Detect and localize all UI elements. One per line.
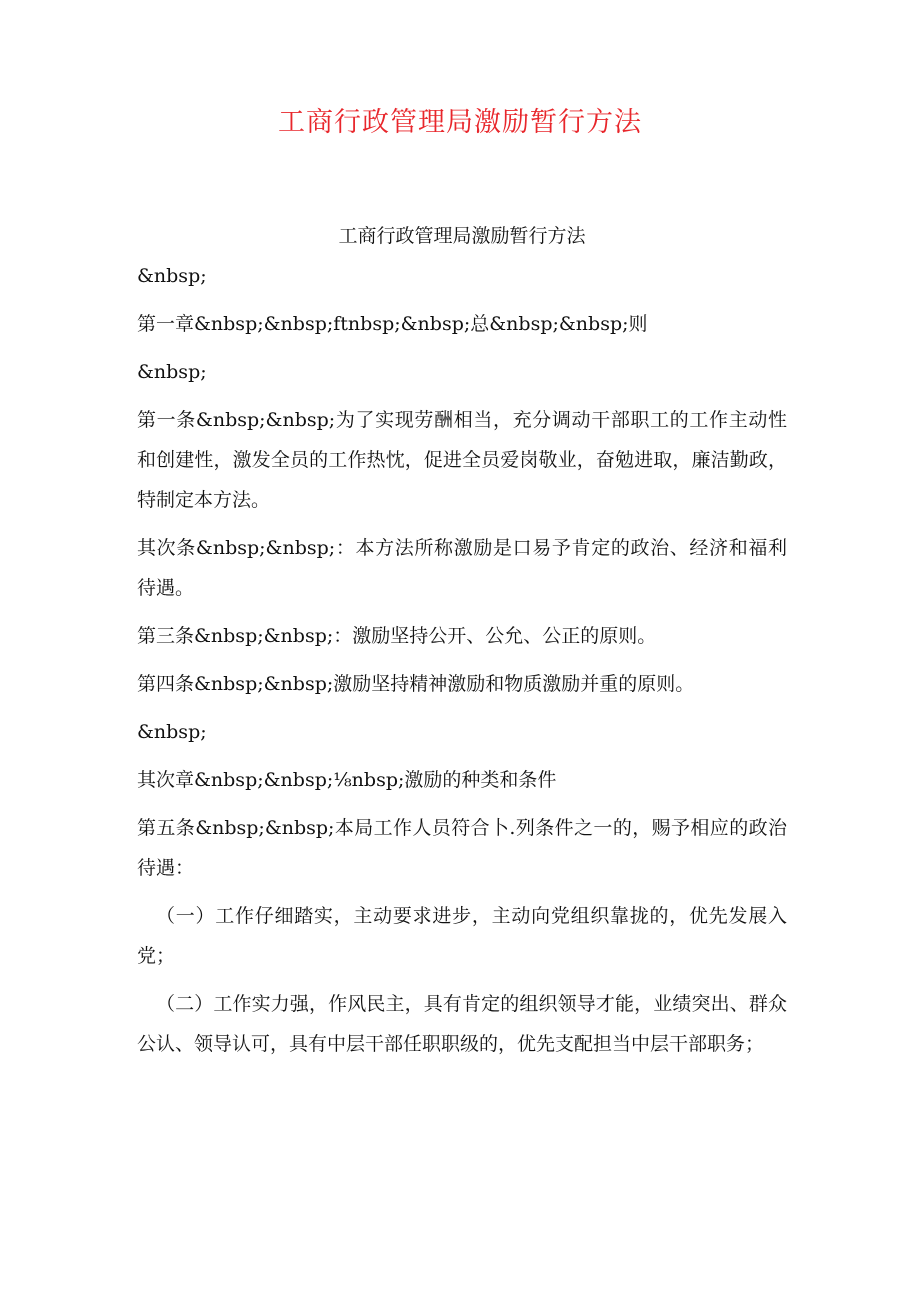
document-subtitle: 工商行政管理局激励暂行方法 [338,225,586,247]
list-item-paragraph: （一）工作仔细踏实，主动要求进步，主动向党组织靠拢的，优先发展入党； [137,905,787,967]
article-paragraph: 第三条&nbsp;&nbsp;：激励坚持公开、公允、公正的原则。 [137,625,657,647]
chapter-heading: 其次章&nbsp;&nbsp;⅛nbsp;激励的种类和条件 [137,769,557,791]
paragraph-spacer: &nbsp; [137,361,207,383]
article-paragraph: 第五条&nbsp;&nbsp;本局工作人员符合卜.列条件之一的，赐予相应的政治待遇： [137,817,787,879]
article-paragraph: 其次条&nbsp;&nbsp;：本方法所称激励是口易予肯定的政治、经济和福利待遇。 [137,537,787,599]
article-paragraph: 第四条&nbsp;&nbsp;激励坚持精神激励和物质激励并重的原则。 [137,673,695,695]
chapter-heading: 第一章&nbsp;&nbsp;ftnbsp;&nbsp;总&nbsp;&nbsp;则 [137,313,648,335]
list-item-paragraph: （二）工作实力强，作风民主，具有肯定的组织领导才能，业绩突出、群众公认、领导认可，具有中层干部任职职级的，优先支配担当中层干部职务； [137,993,787,1055]
paragraph-spacer: &nbsp; [137,721,207,743]
article-paragraph: 第一条&nbsp;&nbsp;为了实现劳酬相当，充分调动干部职工的工作主动性和创建性，激发全员的工作热忱，促进全员爱岗敬业，奋勉进取，廉洁勤政，特制定本方法。 [137,409,787,511]
document-title: 工商行政管理局激励暂行方法 [278,107,642,138]
paragraph-spacer: &nbsp; [137,265,207,287]
document-body [137,216,787,1072]
